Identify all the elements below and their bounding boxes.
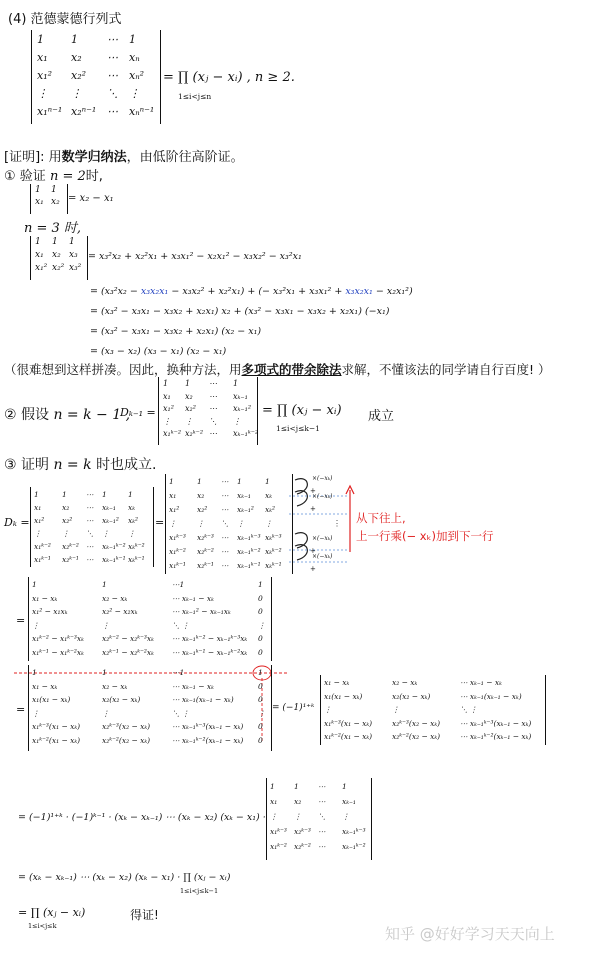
matrix-cell: ⋯ xₖ₋₁ − xₖ bbox=[460, 678, 502, 687]
matrix-cell: 1 bbox=[270, 782, 275, 791]
matrix-cell: ⋮ bbox=[32, 708, 40, 718]
matrix-cell: 1 bbox=[71, 33, 78, 46]
matrix-cell: ⋯ bbox=[221, 547, 229, 556]
matrix-cell: ⋮ bbox=[32, 620, 40, 630]
matrix-cell: ⋯ bbox=[86, 542, 94, 551]
qed: 得证! bbox=[130, 908, 159, 922]
matrix-cell: x₂ bbox=[52, 250, 61, 260]
matrix-cell: x₁ − xₖ bbox=[32, 681, 58, 691]
matrix-cell: 1 bbox=[102, 580, 107, 589]
matrix-cell: ⋮ bbox=[237, 519, 245, 528]
matrix-cell: 1 bbox=[35, 185, 41, 195]
sign-factor: = (−1)¹⁺ᵏ bbox=[272, 703, 315, 713]
matrix-cell: ⋯ xₖ₋₁ − xₖ bbox=[172, 681, 214, 691]
matrix-cell: x₂ᵏ⁻¹ bbox=[197, 561, 214, 570]
matrix-cell: x₁ᵏ⁻³(x₁ − xₖ) bbox=[324, 718, 373, 728]
matrix-cell: x₂ᵏ⁻²(x₂ − xₖ) bbox=[102, 735, 151, 745]
matrix-cell: ⋮ bbox=[258, 620, 266, 630]
matrix-cell: ⋮ bbox=[270, 812, 278, 821]
matrix-cell: ⋯ xₖ₋₁² − xₖ₋₁xₖ bbox=[172, 607, 231, 616]
matrix-cell: ⋯ bbox=[107, 33, 118, 46]
matrix-cell: x₁² bbox=[35, 263, 48, 273]
matrix-cell: 0 bbox=[258, 681, 263, 691]
matrix-cell: ⋯ bbox=[86, 555, 94, 564]
matrix-cell: ⋯ xₖ₋₁ᵏ⁻² − xₖ₋₁ᵏ⁻³xₖ bbox=[172, 634, 248, 643]
matrix-cell: xₖ₋₁ᵏ⁻² bbox=[237, 547, 261, 556]
matrix-cell: xₖ₋₁ᵏ⁻² bbox=[342, 842, 366, 851]
matrix-cell: ⋯ bbox=[86, 516, 94, 525]
matrix-cell: x₁ᵏ⁻¹ bbox=[34, 555, 51, 564]
matrix-cell: xₙⁿ⁻¹ bbox=[129, 105, 155, 118]
matrix-cell: 1 bbox=[294, 782, 299, 791]
matrix-cell: ⋯1 bbox=[172, 580, 185, 589]
step2-tail: 成立 bbox=[368, 409, 395, 424]
matrix-cell: 1 bbox=[342, 782, 347, 791]
matrix-cell: x₂² bbox=[62, 516, 73, 525]
matrix-cell: 1 bbox=[233, 379, 239, 388]
eq-sign-2: = bbox=[16, 614, 26, 627]
arrow-label-2: ×(−xₖ) bbox=[312, 493, 333, 500]
matrix-cell: x₂² − x₂xₖ bbox=[102, 607, 138, 616]
matrix-cell: x₂ᵏ⁻² − x₂ᵏ⁻³xₖ bbox=[102, 634, 154, 643]
matrix-cell: ⋮ bbox=[102, 529, 110, 538]
matrix-cell: x₁ᵏ⁻¹ − x₁ᵏ⁻²xₖ bbox=[32, 647, 84, 657]
matrix-cell: x₃ bbox=[69, 250, 78, 260]
matrix-cell: ⋯ xₖ₋₁ᵏ⁻¹ − xₖ₋₁ᵏ⁻²xₖ bbox=[172, 647, 248, 657]
vandermonde-prod-subscript: 1≤i<j≤n bbox=[178, 92, 212, 101]
matrix-cell: ⋱ bbox=[86, 529, 94, 538]
matrix-cell: x₁ᵏ⁻² bbox=[169, 547, 186, 556]
matrix-cell: 1 bbox=[62, 490, 67, 499]
matrix-cell: x₂² bbox=[197, 505, 208, 514]
matrix-cell: x₂(x₂ − xₖ) bbox=[392, 691, 431, 701]
final-line-2: = (xₖ − xₖ₋₁) ⋯ (xₖ − x₂) (xₖ − x₁) · ∏ (xⱼ − xᵢ) bbox=[18, 872, 231, 883]
step2-rhs: = ∏ (xⱼ − xᵢ) bbox=[262, 403, 342, 418]
matrix-cell: xₖ₋₁ bbox=[233, 391, 248, 401]
matrix-cell: ⋯ xₖ₋₁ − xₖ bbox=[172, 593, 214, 603]
matrix-cell: x₂² bbox=[185, 404, 196, 413]
matrix-cell: 1 bbox=[34, 490, 39, 499]
matrix-cell: 1 bbox=[35, 237, 41, 247]
matrix-cell: ⋮ bbox=[265, 519, 273, 528]
matrix-cell: ⋯ bbox=[107, 51, 118, 64]
matrix-cell: 0 bbox=[258, 634, 263, 643]
matrix-cell: xₙ bbox=[129, 51, 140, 64]
reduced-determinant bbox=[28, 577, 272, 661]
matrix-cell: 1 bbox=[258, 580, 263, 589]
matrix-cell: ⋱ bbox=[318, 812, 326, 821]
matrix-cell: ⋮ bbox=[71, 87, 82, 100]
matrix-cell: ⋮ bbox=[258, 708, 266, 718]
matrix-cell: ⋯ bbox=[107, 105, 118, 118]
matrix-cell: ⋯ bbox=[221, 491, 229, 500]
matrix-cell: x₂ − xₖ bbox=[392, 678, 418, 687]
svg-text:⋮: ⋮ bbox=[333, 519, 341, 528]
matrix-cell: 1 bbox=[237, 477, 242, 486]
matrix-cell: x₂ bbox=[185, 391, 193, 401]
matrix-cell: ⋮ bbox=[37, 87, 48, 100]
matrix-cell: 1 bbox=[52, 237, 58, 247]
matrix-cell: x₁ᵏ⁻¹ bbox=[169, 561, 186, 570]
matrix-cell: xₖ₋₁ bbox=[342, 797, 356, 806]
final-line-2-subscript: 1≤i<j≤k−1 bbox=[180, 887, 219, 895]
dk1-determinant bbox=[158, 377, 258, 445]
matrix-cell: ⋯1 bbox=[172, 668, 185, 677]
arrow-label-4: ×(−xₖ) bbox=[312, 553, 333, 560]
final-line-3: = ∏ (xⱼ − xᵢ) bbox=[18, 906, 86, 919]
matrix-cell: ⋱ bbox=[209, 416, 217, 426]
matrix-cell: 1 bbox=[32, 580, 37, 589]
matrix-cell: ⋯ xₖ₋₁ᵏ⁻³(xₖ₋₁ − xₖ) bbox=[460, 718, 532, 728]
matrix-cell: x₁ bbox=[270, 797, 278, 806]
matrix-cell: x₁² bbox=[163, 404, 174, 413]
expand-line4: = (x₃ − x₂) (x₃ − x₁) (x₂ − x₁) bbox=[90, 346, 227, 357]
matrix-cell: x₂ᵏ⁻¹ − x₂ᵏ⁻²xₖ bbox=[102, 647, 154, 657]
matrix-cell: 1 bbox=[163, 379, 169, 388]
section-title: (4) 范德蒙德行列式 bbox=[8, 12, 122, 27]
matrix-cell: 1 bbox=[102, 668, 107, 677]
matrix-cell: x₁ᵏ⁻³ bbox=[169, 533, 186, 542]
matrix-cell: x₂ bbox=[197, 491, 205, 500]
matrix-cell: xₖᵏ⁻³ bbox=[265, 533, 282, 542]
det3-result: = x₃²x₂ + x₂²x₁ + x₃x₁² − x₂x₁² − x₃x₂² − x₃²x₁ bbox=[88, 251, 302, 262]
matrix-cell: x₂ᵏ⁻³(x₂ − xₖ) bbox=[102, 722, 151, 731]
matrix-cell: x₂² bbox=[71, 69, 87, 82]
matrix-cell: ⋯ xₖ₋₁(xₖ₋₁ − xₖ) bbox=[460, 691, 522, 701]
watermark: 知乎 @好好学习天天向上 bbox=[385, 925, 555, 943]
matrix-cell: x₂ᵏ⁻¹ bbox=[62, 555, 79, 564]
expand-line1: = (x₃²x₂ − x₃x₂x₁ − x₃x₂² + x₂²x₁) + (− x₃²x₁ + x₃x₁² + x₃x₂x₁ − x₂x₁²) bbox=[90, 286, 413, 297]
matrix-cell: 1 bbox=[128, 490, 133, 499]
det2 bbox=[30, 184, 68, 214]
matrix-cell: 1 bbox=[258, 668, 263, 677]
matrix-cell: 0 bbox=[258, 593, 263, 603]
matrix-cell: ⋯ bbox=[107, 69, 118, 82]
matrix-cell: 1 bbox=[32, 668, 37, 677]
matrix-cell: ⋯ bbox=[318, 797, 326, 806]
matrix-cell: xₖ₋₁² bbox=[237, 505, 254, 514]
matrix-cell: xₖ₋₁ᵏ⁻² bbox=[233, 429, 259, 438]
matrix-cell: x₂ᵏ⁻³ bbox=[197, 533, 214, 542]
matrix-cell: ⋮ bbox=[62, 529, 70, 538]
dk-label: Dₖ = bbox=[4, 516, 30, 529]
matrix-cell: x₁(x₁ − xₖ) bbox=[324, 691, 363, 701]
matrix-cell: ⋯ bbox=[318, 827, 326, 836]
matrix-cell: ⋮ bbox=[294, 812, 302, 821]
matrix-cell: ⋮ bbox=[163, 416, 171, 426]
step2-prod-subscript: 1≤i<j≤k−1 bbox=[276, 424, 320, 433]
matrix-cell: ⋯ bbox=[86, 503, 94, 512]
matrix-cell: x₁ᵏ⁻² − x₁ᵏ⁻³xₖ bbox=[32, 634, 84, 643]
matrix-cell: ⋮ bbox=[128, 529, 136, 538]
n3-label: n = 3 时, bbox=[24, 221, 82, 236]
matrix-cell: ⋯ bbox=[221, 561, 229, 570]
matrix-cell: 1 bbox=[102, 490, 107, 499]
matrix-cell: x₁ᵏ⁻³ bbox=[270, 827, 287, 836]
matrix-cell: ⋯ xₖ₋₁(xₖ₋₁ − xₖ) bbox=[172, 695, 234, 704]
matrix-cell: xₖ₋₁² bbox=[102, 516, 119, 525]
matrix-cell: 1 bbox=[185, 379, 191, 388]
arrow-label-3: ×(−xₖ) bbox=[312, 535, 333, 542]
arrow-plus-3: + bbox=[310, 547, 316, 555]
matrix-cell: ⋯ bbox=[221, 477, 229, 486]
matrix-cell: x₁² − x₁xₖ bbox=[32, 607, 68, 616]
matrix-cell: x₂ bbox=[71, 51, 82, 64]
matrix-cell: x₂(x₂ − xₖ) bbox=[102, 695, 141, 704]
matrix-cell: x₁² bbox=[34, 516, 45, 525]
matrix-cell: ⋮ bbox=[102, 708, 110, 718]
matrix-cell: xₖ bbox=[265, 491, 272, 500]
matrix-cell: xₖ² bbox=[128, 516, 138, 525]
matrix-cell: x₁ bbox=[163, 391, 171, 401]
matrix-cell: 1 bbox=[169, 477, 174, 486]
matrix-cell: 1 bbox=[51, 185, 57, 195]
arrow-plus-2: + bbox=[310, 505, 316, 513]
matrix-cell: x₁ᵏ⁻² bbox=[34, 542, 51, 551]
matrix-cell: x₁² bbox=[37, 69, 53, 82]
matrix-cell: xₖ₋₁ᵏ⁻² bbox=[102, 542, 126, 551]
matrix-cell: ⋱ bbox=[221, 519, 229, 528]
matrix-cell: 0 bbox=[258, 647, 263, 657]
matrix-cell: ⋱ ⋮ bbox=[460, 705, 478, 714]
matrix-cell: xₖ₋₁ᵏ⁻¹ bbox=[102, 555, 126, 564]
matrix-cell: x₁ᵏ⁻²(x₁ − xₖ) bbox=[324, 732, 373, 741]
dk-determinant bbox=[30, 487, 154, 567]
matrix-cell: 1 bbox=[197, 477, 202, 486]
matrix-cell: x₁ᵏ⁻³(x₁ − xₖ) bbox=[32, 722, 81, 731]
eq-sign-3: = bbox=[16, 703, 26, 716]
matrix-cell: x₂ bbox=[294, 797, 302, 806]
matrix-cell: x₁² bbox=[169, 505, 180, 514]
matrix-cell: x₂ − xₖ bbox=[102, 681, 128, 691]
matrix-cell: ⋮ bbox=[342, 812, 350, 821]
matrix-cell: x₂² bbox=[52, 263, 65, 273]
matrix-cell: x₂ bbox=[51, 197, 60, 207]
vandermonde-rhs: = ∏ (xⱼ − xᵢ) , n ≥ 2. bbox=[163, 70, 295, 85]
matrix-cell: x₁ᵏ⁻² bbox=[163, 429, 182, 438]
matrix-cell: xₖᵏ⁻¹ bbox=[265, 561, 282, 570]
matrix-cell: xₙ² bbox=[129, 69, 145, 82]
matrix-cell: ⋮ bbox=[102, 620, 110, 630]
matrix-cell: x₁ − xₖ bbox=[324, 678, 350, 687]
det3 bbox=[30, 236, 88, 280]
matrix-cell: ⋯ xₖ₋₁ᵏ⁻³(xₖ₋₁ − xₖ) bbox=[172, 722, 244, 731]
matrix-cell: xₖᵏ⁻² bbox=[265, 547, 282, 556]
matrix-cell: ⋯ xₖ₋₁ᵏ⁻²(xₖ₋₁ − xₖ) bbox=[172, 735, 244, 745]
matrix-cell: ⋮ bbox=[129, 87, 140, 100]
matrix-cell: 1 bbox=[69, 237, 75, 247]
final-line-1: = (−1)¹⁺ᵏ · (−1)ᵏ⁻¹ · (xₖ − xₖ₋₁) ⋯ (xₖ − x₂) (xₖ − x₁) · bbox=[18, 812, 266, 823]
matrix-cell: 0 bbox=[258, 722, 263, 731]
matrix-cell: x₂ bbox=[62, 503, 70, 512]
matrix-cell: ⋯ bbox=[318, 782, 326, 791]
vandermonde-determinant bbox=[31, 30, 161, 124]
matrix-cell: ⋯ bbox=[209, 429, 217, 438]
matrix-cell: ⋯ bbox=[318, 842, 326, 851]
matrix-cell: 0 bbox=[258, 695, 263, 704]
det2-result: = x₂ − x₁ bbox=[68, 193, 114, 204]
matrix-cell: x₁ − xₖ bbox=[32, 593, 58, 603]
minor-determinant bbox=[320, 675, 546, 745]
matrix-cell: 1 bbox=[129, 33, 136, 46]
matrix-cell: x₁ bbox=[35, 250, 44, 260]
matrix-cell: ⋱ bbox=[107, 87, 118, 100]
matrix-cell: ⋯ bbox=[209, 379, 217, 388]
matrix-cell: x₂ − xₖ bbox=[102, 593, 128, 603]
step1-heading: ① 验证 n = 2时, bbox=[4, 169, 103, 184]
matrix-cell: xₖ bbox=[128, 503, 135, 512]
matrix-cell: x₁(x₁ − xₖ) bbox=[32, 695, 71, 704]
expand-line2: = (x₃² − x₃x₁ − x₃x₂ + x₂x₁) x₂ + (x₃² − x₃x₁ − x₃x₂ + x₂x₁) (−x₁) bbox=[90, 306, 390, 317]
matrix-cell: x₂ᵏ⁻² bbox=[62, 542, 79, 551]
eq-sign-1: = bbox=[155, 516, 165, 529]
arrow-label-1: ×(−xₖ) bbox=[312, 475, 333, 482]
dk1-determinant-final bbox=[266, 778, 372, 860]
matrix-cell: ⋮ bbox=[197, 519, 205, 528]
matrix-cell: x₂ᵏ⁻³(x₂ − xₖ) bbox=[392, 718, 441, 728]
matrix-cell: xₖᵏ⁻² bbox=[128, 542, 145, 551]
matrix-cell: x₁ bbox=[34, 503, 42, 512]
matrix-cell: 1 bbox=[37, 33, 44, 46]
step3-heading: ③ 证明 n = k 时也成立. bbox=[4, 457, 157, 473]
expand-line3: = (x₃² − x₃x₁ − x₃x₂ + x₂x₁) (x₂ − x₁) bbox=[90, 326, 262, 337]
matrix-cell: xₖ₋₁ bbox=[237, 491, 251, 500]
matrix-cell: x₁ bbox=[35, 197, 44, 207]
red-up-arrow bbox=[345, 484, 355, 554]
matrix-cell: ⋯ bbox=[221, 505, 229, 514]
matrix-cell: 1 bbox=[265, 477, 270, 486]
arrow-plus-1: + bbox=[310, 487, 316, 495]
matrix-cell: x₂ᵏ⁻³ bbox=[294, 827, 311, 836]
matrix-cell: ⋯ bbox=[209, 404, 217, 413]
matrix-cell: x₂ᵏ⁻² bbox=[185, 429, 204, 438]
arrow-plus-4: + bbox=[310, 565, 316, 573]
proof-heading: [证明]: 用数学归纳法，由低阶往高阶证。 bbox=[4, 150, 244, 165]
step2-heading: ② 假设 n = k − 1 , bbox=[4, 407, 131, 423]
matrix-cell: xₖ² bbox=[265, 505, 275, 514]
matrix-cell: x₁ᵏ⁻²(x₁ − xₖ) bbox=[32, 735, 81, 745]
matrix-cell: x₁ bbox=[169, 491, 177, 500]
matrix-cell: xₖ₋₁ᵏ⁻¹ bbox=[237, 561, 261, 570]
matrix-cell: ⋱ ⋮ bbox=[172, 620, 190, 630]
matrix-cell: ⋯ bbox=[86, 490, 94, 499]
matrix-cell: ⋮ bbox=[324, 705, 332, 714]
matrix-cell: ⋯ xₖ₋₁ᵏ⁻²(xₖ₋₁ − xₖ) bbox=[460, 732, 532, 741]
red-note-1: 从下往上, bbox=[356, 511, 406, 525]
matrix-cell: xₖᵏ⁻¹ bbox=[128, 555, 145, 564]
matrix-cell: x₃² bbox=[69, 263, 82, 273]
red-note-2: 上一行乘(− xₖ)加到下一行 bbox=[356, 529, 494, 543]
matrix-cell: xₖ₋₁ᵏ⁻³ bbox=[342, 827, 366, 836]
matrix-cell: x₁ bbox=[37, 51, 48, 64]
matrix-cell: x₁ⁿ⁻¹ bbox=[37, 105, 63, 118]
matrix-cell: ⋯ bbox=[221, 533, 229, 542]
matrix-cell: ⋯ bbox=[209, 391, 217, 401]
matrix-cell: ⋮ bbox=[185, 416, 193, 426]
matrix-cell: ⋮ bbox=[233, 416, 241, 426]
matrix-cell: ⋱ ⋮ bbox=[172, 708, 190, 718]
matrix-cell: x₂ⁿ⁻¹ bbox=[71, 105, 97, 118]
matrix-cell: xₖ₋₁ bbox=[102, 503, 116, 512]
matrix-cell: 0 bbox=[258, 607, 263, 616]
matrix-cell: x₁ᵏ⁻² bbox=[270, 842, 287, 851]
dk1-label: Dₖ₋₁ = bbox=[120, 406, 156, 419]
dk-expanded bbox=[165, 474, 293, 574]
matrix-cell: ⋮ bbox=[34, 529, 42, 538]
matrix-cell: ⋮ bbox=[392, 705, 400, 714]
matrix-cell: xₖ₋₁ᵏ⁻³ bbox=[237, 533, 261, 542]
matrix-cell: x₂ᵏ⁻² bbox=[197, 547, 214, 556]
matrix-cell: x₂ᵏ⁻²(x₂ − xₖ) bbox=[392, 732, 441, 741]
matrix-cell: 0 bbox=[258, 735, 263, 745]
matrix-cell: x₂ᵏ⁻² bbox=[294, 842, 311, 851]
final-line-3-subscript: 1≤i<j≤k bbox=[28, 922, 57, 930]
remark: （很难想到这样拼凑。因此，换种方法，用多项式的带余除法求解，不懂该法的同学请自行百度! ） bbox=[4, 362, 551, 377]
factored-determinant bbox=[28, 665, 272, 751]
matrix-cell: ⋮ bbox=[169, 519, 177, 528]
matrix-cell: xₖ₋₁² bbox=[233, 404, 252, 413]
